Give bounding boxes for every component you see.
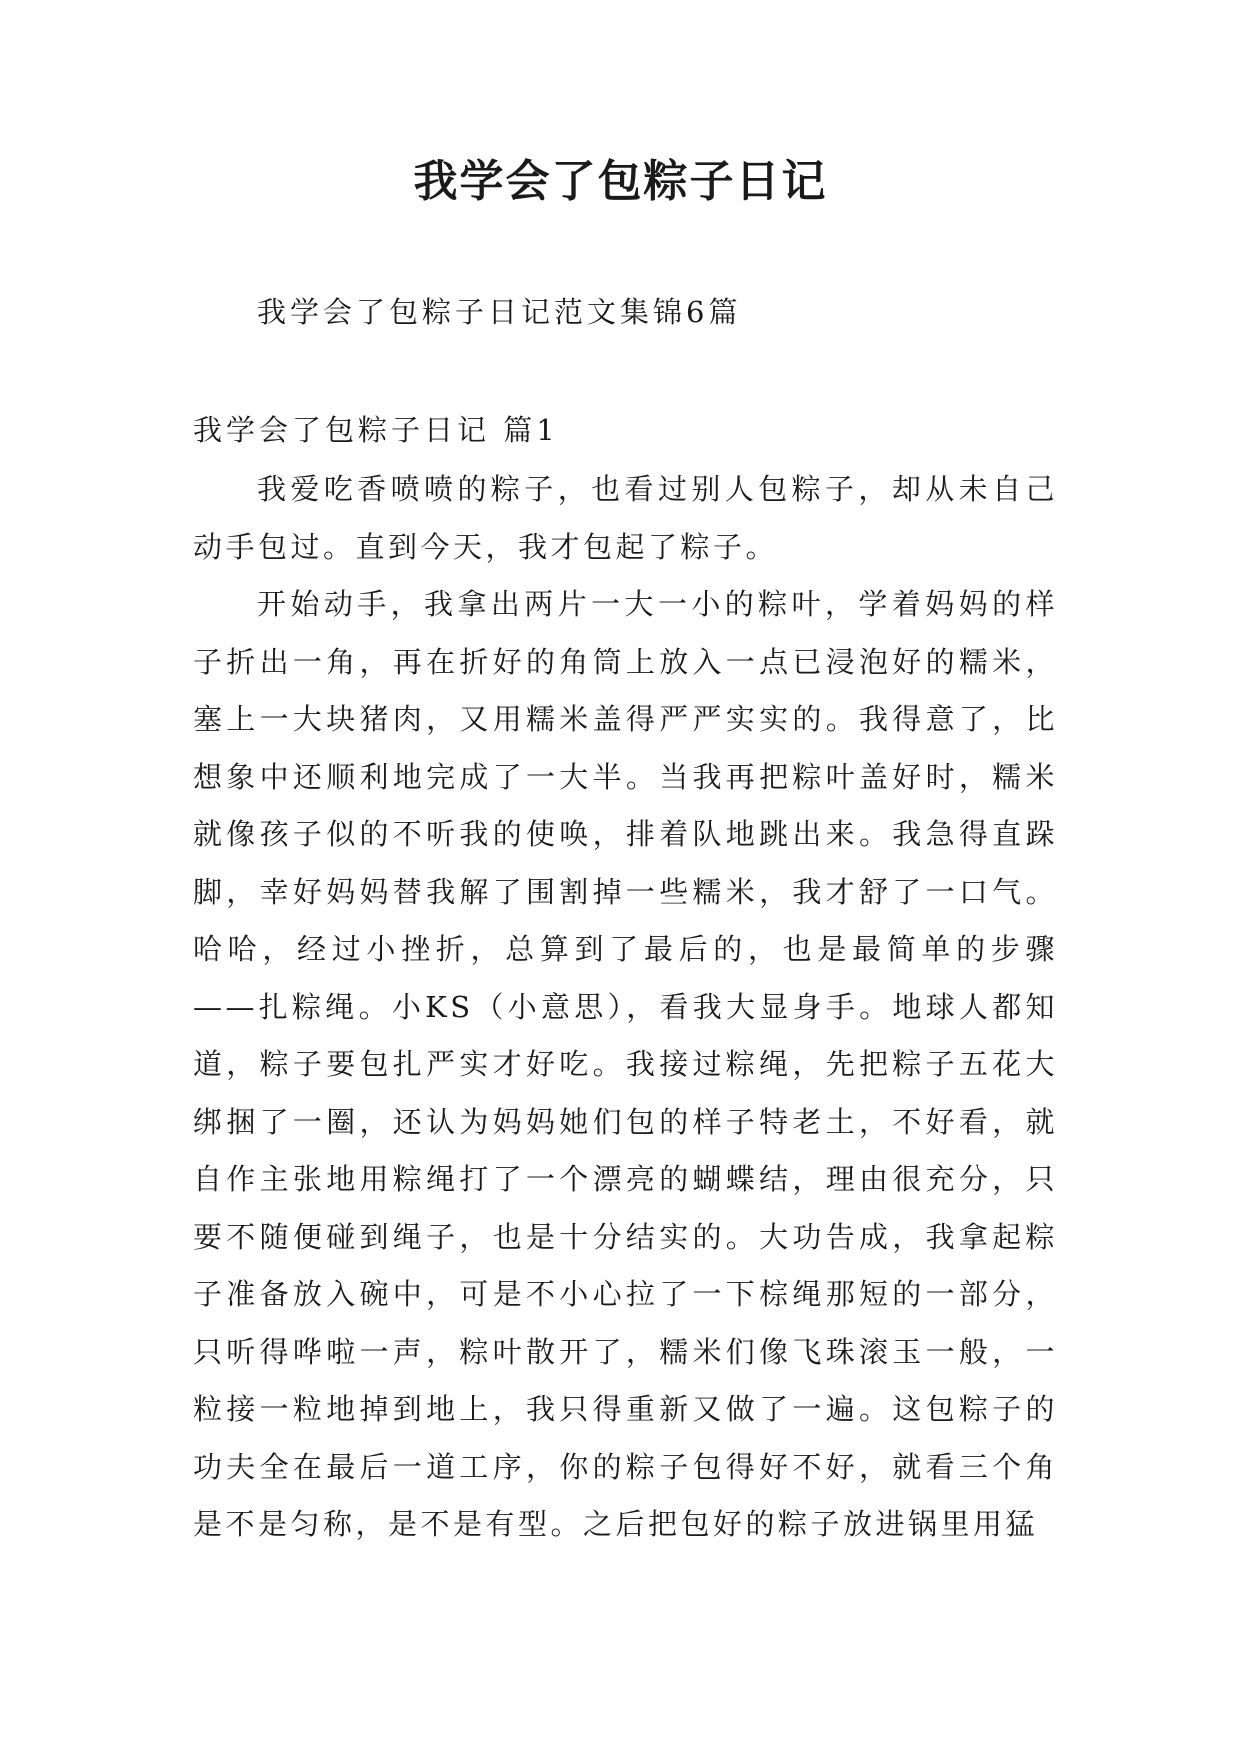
body-paragraph: 开始动手，我拿出两片一大一小的粽叶，学着妈妈的样子折出一角，再在折好的角筒上放入一点已浸泡好的糯米，塞上一大块猪肉，又用糯米盖得严严实实的。我得意了，比想象中还顺利地完成了一大半。当我再把粽叶盖好时，糯米就像孩子似的不听我的使唤，排着队地跳出来。我急得直跺脚，幸好妈妈替我解了围割掉一些糯米，我才舒了一口气。哈哈，经过小挫折，总算到了最后的，也是最简单的步骤——扎粽绳。小KS（小意思），看我大显身手。地球人都知道，粽子要包扎严实才好吃。我接过粽绳，先把粽子五花大绑捆了一圈，还认为妈妈她们包的样子特老土，不好看，就自作主张地用粽绳打了一个漂亮的蝴蝶结，理由很充分，只要不随便碰到绳子，也是十分结实的。大功告成，我拿起粽子准备放入碗中，可是不小心拉了一下棕绳那短的一部分，只听得哗啦一声，粽叶散开了，糯米们像飞珠滚玉一般，一粒接一粒地掉到地上，我只得重新又做了一遍。这包粽子的功夫全在最后一道工序，你的粽子包得好不好，就看三个角是不是匀称，是不是有型。之后把包好的粽子放进锅里用猛 <box>193 587 1058 1541</box>
document-subtitle: 我学会了包粽子日记范文集锦6篇 <box>257 295 742 329</box>
document-title: 我学会了包粽子日记 <box>413 156 828 207</box>
section-heading: 我学会了包粽子日记 篇1 <box>193 413 559 447</box>
body-paragraph: 我爱吃香喷喷的粽子，也看过别人包粽子，却从未自己动手包过。直到今天，我才包起了粽子。 <box>193 472 1058 564</box>
